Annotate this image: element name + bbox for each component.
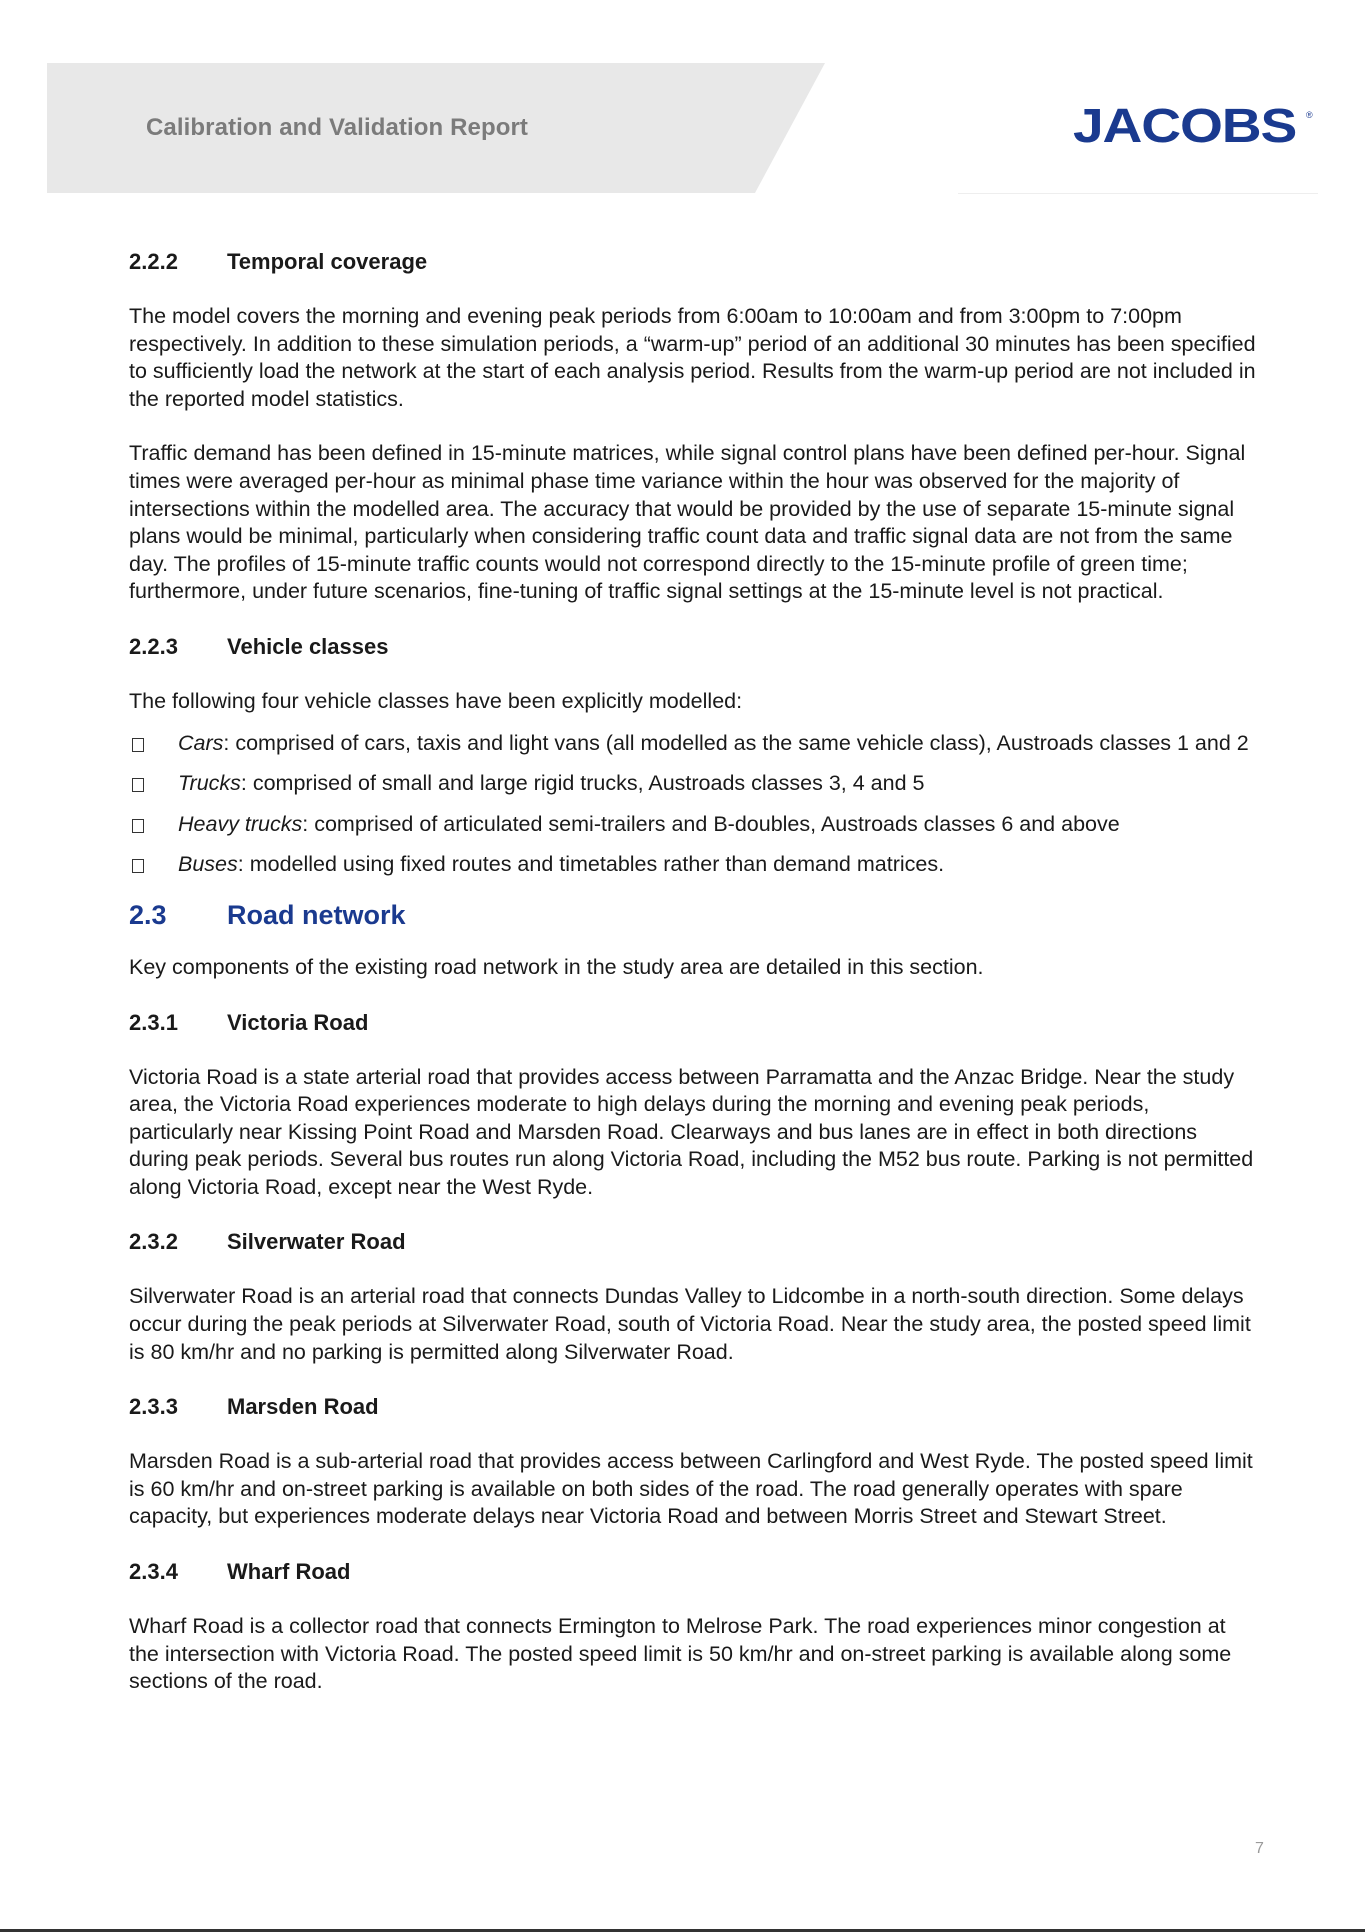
heading-vehicle-classes <box>129 633 1259 661</box>
section-number: 2.3.3 <box>129 1394 178 1420</box>
list-term: Heavy trucks <box>178 811 303 836</box>
paragraph-marsden-road: Marsden Road is a sub-arterial road that provides access between Carlingford and West Ryde. The posted speed limit is 60 km/hr and on-street parking is available on both sides of the road. The road generally operates with spare capacity, but experiences moderate delays near Victoria Road and between Morris Street and Stewart Street. <box>129 1449 1253 1529</box>
jacobs-logo: JACOBS <box>1073 100 1297 153</box>
paragraph-vehicle-intro: The following four vehicle classes have been explicitly modelled: <box>129 688 743 713</box>
checkbox-bullet-icon <box>129 811 178 839</box>
paragraph-silverwater-road: Silverwater Road is an arterial road that connects Dundas Valley to Lidcombe in a north-south direction. Some delays occur during the peak periods at Silverwater Road, south of Victoria Road. Near the study area, the posted speed limit is 80 km/hr and no parking is permitted along Silverwater Road. <box>129 1284 1251 1364</box>
section-number: 2.3.2 <box>129 1229 178 1255</box>
section-title: Vehicle classes <box>227 633 389 659</box>
report-title: Calibration and Validation Report <box>146 114 529 141</box>
section-number: 2.2.3 <box>129 633 178 659</box>
section-title: Road network <box>227 899 406 930</box>
list-term: Buses <box>178 852 238 877</box>
section-title: Wharf Road <box>227 1559 351 1585</box>
paragraph-victoria-road: Victoria Road is a state arterial road that provides access between Parramatta and the Anzac Bridge. Near the study area, the Victoria Road experiences moderate to high delays during the morning and evening peak periods, particularly near Kissing Point Road and Marsden Road. Clearways and bus lanes are in effect in both directions during peak periods. Several bus routes run along Victoria Road, including the M52 bus route. Parking is not permitted along Victoria Road, except near the West Ryde. <box>129 1064 1254 1199</box>
list-text: : comprised of cars, taxis and light vans (all modelled as the same vehicle class), Austroads classes 1 and 2 <box>223 730 1249 755</box>
list-item <box>129 851 1259 879</box>
list-item <box>129 811 1259 839</box>
heading-wharf-road <box>129 1558 1259 1586</box>
list-text: : comprised of small and large rigid trucks, Austroads classes 3, 4 and 5 <box>240 771 925 796</box>
paragraph-road-network: Key components of the existing road network in the study area are detailed in this section. <box>129 954 984 979</box>
paragraph-temporal-2: Traffic demand has been defined in 15-minute matrices, while signal control plans have been defined per-hour. Signal times were averaged per-hour as minimal phase time variance within the hour was observed for the majority of intersections within the modelled area. The accuracy that would be provided by the use of separate 15-minute signal plans would be minimal, particularly when considering traffic count data and traffic signal data are not from the same day. The profiles of 15-minute traffic counts would not correspond directly to the 15-minute profile of green time; furthermore, under future scenarios, fine-tuning of traffic signal settings at the 15-minute level is not practical. <box>129 441 1246 604</box>
section-title: Victoria Road <box>227 1009 369 1035</box>
list-item <box>129 770 1259 798</box>
vehicle-class-list <box>129 730 1259 879</box>
section-title: Temporal coverage <box>227 249 428 274</box>
checkbox-bullet-icon <box>129 770 178 798</box>
heading-victoria-road <box>129 1009 1259 1037</box>
list-text: : comprised of articulated semi-trailers and B-doubles, Austroads classes 6 and above <box>302 811 1120 836</box>
section-title: Marsden Road <box>227 1394 379 1420</box>
heading-silverwater-road <box>129 1228 1259 1256</box>
checkbox-bullet-icon <box>129 851 178 879</box>
list-item <box>129 730 1259 758</box>
list-text: : modelled using fixed routes and timetables rather than demand matrices. <box>237 852 945 877</box>
checkbox-bullet-icon <box>129 730 178 758</box>
registered-mark: ® <box>1306 110 1313 120</box>
list-term: Cars <box>178 730 224 755</box>
section-number: 2.3.1 <box>129 1009 178 1035</box>
heading-temporal-coverage <box>129 248 1259 276</box>
document-body <box>129 248 1259 1696</box>
heading-road-network <box>129 898 1259 932</box>
section-number: 2.3.4 <box>129 1559 178 1585</box>
paragraph-wharf-road: Wharf Road is a collector road that connects Ermington to Melrose Park. The road experiences minor congestion at the intersection with Victoria Road. The posted speed limit is 50 km/hr and on-street parking is available along some sections of the road. <box>129 1614 1232 1694</box>
heading-marsden-road <box>129 1393 1259 1421</box>
list-term: Trucks <box>178 771 241 796</box>
page-number: 7 <box>1255 1840 1264 1857</box>
section-title: Silverwater Road <box>227 1229 406 1255</box>
section-number: 2.3 <box>129 899 167 930</box>
section-number: 2.2.2 <box>129 249 178 274</box>
paragraph-temporal-1: The model covers the morning and evening peak periods from 6:00am to 10:00am and from 3:00pm to 7:00pm respectively. In addition to these simulation periods, a “warm-up” period of an additional 30 minutes has been specified to sufficiently load the network at the start of each analysis period. Results from the warm-up period are not included in the reported model statistics. <box>129 304 1256 411</box>
header-divider <box>958 193 1318 194</box>
